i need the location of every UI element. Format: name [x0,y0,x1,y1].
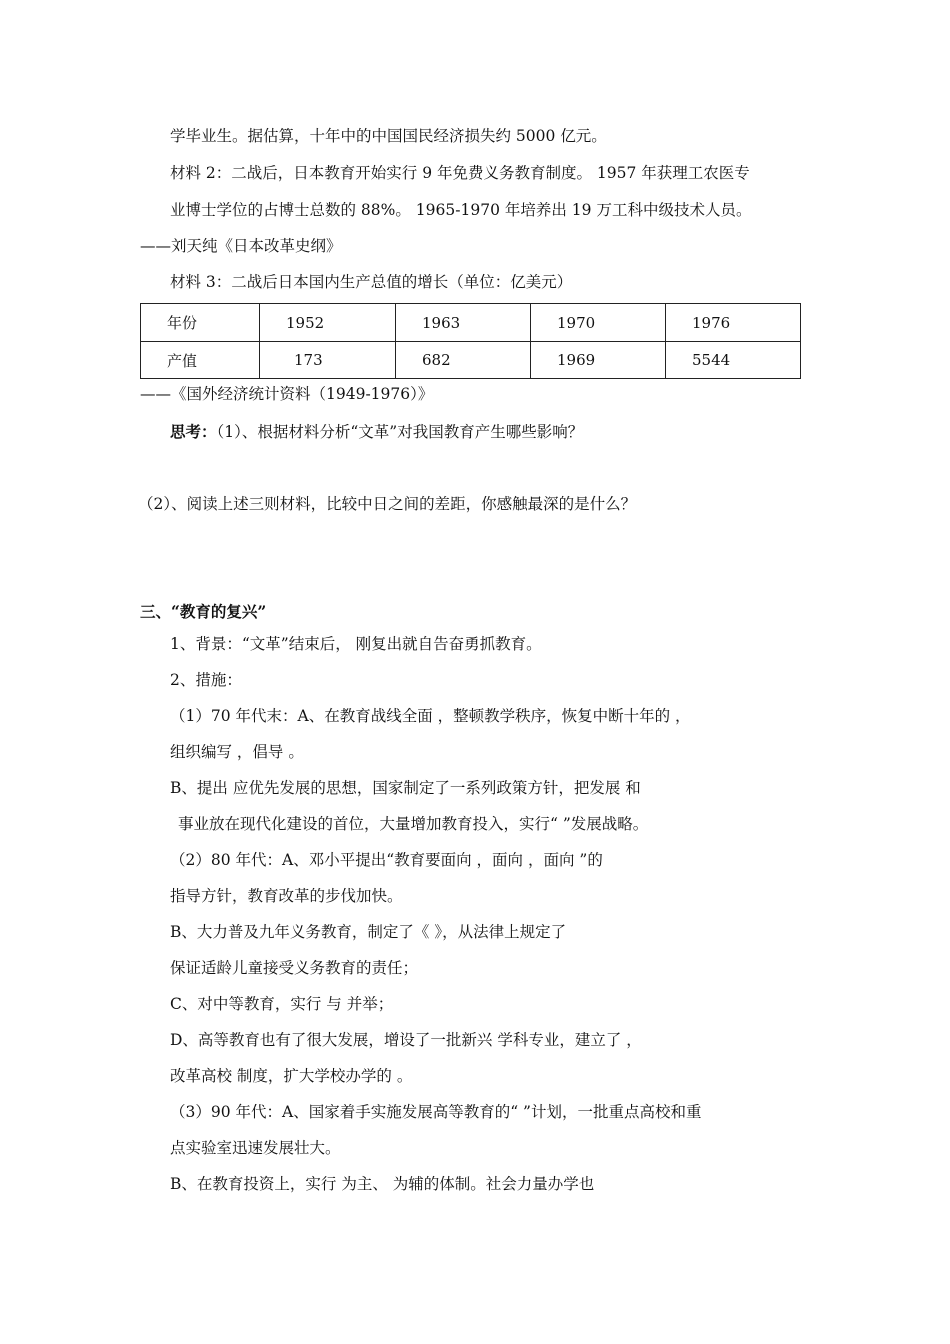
source-line-1: ——刘天纯《日本改革史纲》 [140,237,342,255]
section-3-line: 1、背景：“文革”结束后， 刚复出就自告奋勇抓教育。 [170,635,542,653]
table-cell: 年份 [141,304,260,342]
section-3-line: 改革高校 制度，扩大学校办学的 。 [170,1067,413,1085]
think-q1-text: （1）、根据材料分析“文革”对我国教育产生哪些影响？ [216,423,584,441]
section-3-line: 保证适龄儿童接受义务教育的责任； [170,959,419,977]
section-3-line: B、大力普及九年义务教育，制定了《 》，从法律上规定了 [170,923,567,941]
think-question-1 [170,422,583,442]
table-cell: 1970 [531,304,666,342]
table-cell: 682 [396,342,531,379]
table-cell: 1969 [531,342,666,379]
intro-line-2: 材料 2：二战后，日本教育开始实行 9 年免费义务教育制度。 1957 年获理工农医专 [170,164,750,182]
material-3-line: 材料 3：二战后日本国内生产总值的增长（单位：亿美元） [170,273,573,291]
table-row [141,304,801,342]
table-cell: 1963 [396,304,531,342]
section-3-line: B、在教育投资上，实行 为主、 为辅的体制。社会力量办学也 [170,1175,595,1193]
intro-line-1: 学毕业生。据估算，十年中的中国国民经济损失约 5000 亿元。 [170,127,607,145]
section-3-line: 2、措施： [170,671,242,689]
section-3-line: B、提出 应优先发展的思想，国家制定了一系列政策方针，把发展 和 [170,779,641,797]
section-3-line: （3）90 年代：A、国家着手实施发展高等教育的“ ”计划，一批重点高校和重 [170,1103,702,1121]
section-3-line: （2）80 年代：A、邓小平提出“教育要面向 ，面向 ，面向 ”的 [170,851,603,869]
table-cell: 产值 [141,342,260,379]
intro-line-3: 业博士学位的占博士总数的 88%。 1965-1970 年培养出 19 万工科中级技术人员。 [170,201,752,219]
source-line-2: ——《国外经济统计资料（1949-1976）》 [140,385,434,403]
section-3-line: 指导方针，教育改革的步伐加快。 [170,887,403,905]
think-question-2: （2）、阅读上述三则材料，比较中日之间的差距，你感触最深的是什么？ [138,495,637,513]
table-cell: 173 [260,342,396,379]
table-row [141,342,801,379]
section-3-line: （1）70 年代末：A、在教育战线全面 ，整顿教学秩序，恢复中断十年的 ， [170,707,691,725]
section-3-line: 点实验室迅速发展壮大。 [170,1139,341,1157]
section-3-line: 组织编写 ，倡导 。 [170,743,304,761]
section-3-line: D、高等教育也有了很大发展，增设了一批新兴 学科专业，建立了 ， [170,1031,642,1049]
table-cell: 1976 [666,304,801,342]
section-3-line: C、对中等教育，实行 与 并举； [170,995,394,1013]
section-3-line: 事业放在现代化建设的首位，大量增加教育投入，实行“ ”发展战略。 [178,815,649,833]
think-label: 思考： [170,422,217,441]
table-cell: 5544 [666,342,801,379]
gdp-table [140,303,801,379]
section-3-heading: 三、“教育的复兴” [140,602,267,621]
table-cell: 1952 [260,304,396,342]
